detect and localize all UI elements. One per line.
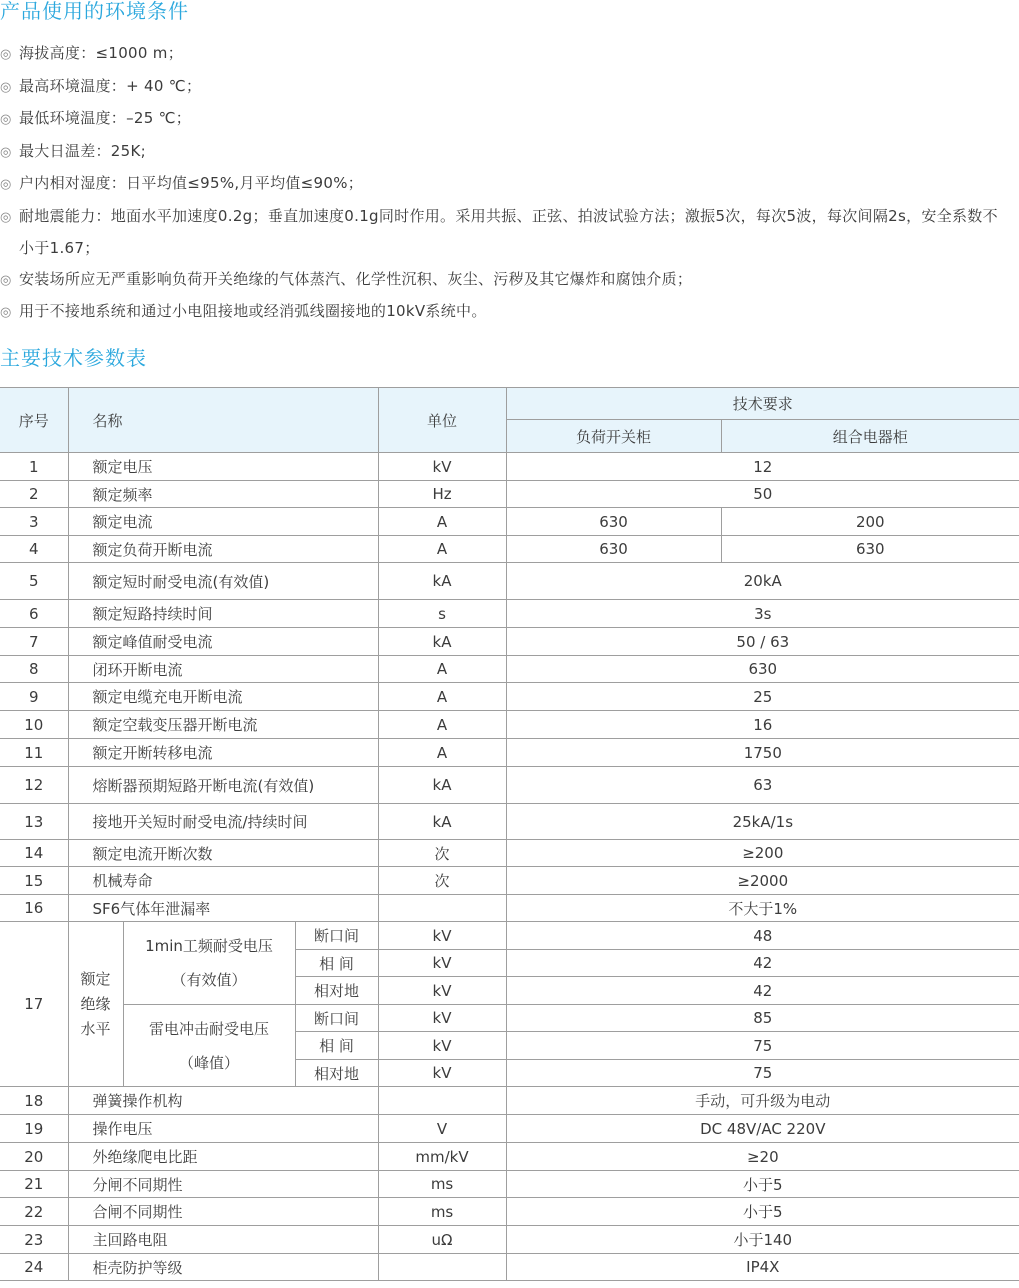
insulation-test-type <box>123 922 295 1005</box>
row-no: 12 <box>0 767 68 804</box>
environment-item-text: 最低环境温度：–25 ℃； <box>19 109 192 127</box>
row-no: 10 <box>0 711 68 739</box>
row-unit: kA <box>378 628 506 656</box>
row-no: 11 <box>0 739 68 767</box>
table-row <box>0 767 1019 804</box>
row-name: 熔断器预期短路开断电流(有效值) <box>68 767 378 804</box>
row-name: 操作电压 <box>68 1115 378 1143</box>
table-row <box>0 1087 1019 1115</box>
row-value-combo: 200 <box>721 508 1019 536</box>
params-body <box>0 453 1019 1281</box>
insulation-test-type <box>123 1005 295 1087</box>
insulation-part: 相 间 <box>295 950 378 977</box>
row-unit: kA <box>378 563 506 600</box>
table-row <box>0 1198 1019 1226</box>
row-unit <box>378 1254 506 1281</box>
row-unit: A <box>378 711 506 739</box>
row-name: 额定短时耐受电流(有效值) <box>68 563 378 600</box>
row-value: 63 <box>506 767 1019 804</box>
header-no: 序号 <box>0 388 68 453</box>
row-value: 630 <box>506 656 1019 683</box>
row-name: 分闸不同期性 <box>68 1171 378 1198</box>
row-name: 额定频率 <box>68 481 378 508</box>
row-unit: A <box>378 536 506 563</box>
row-no: 22 <box>0 1198 68 1226</box>
row-name: 主回路电阻 <box>68 1226 378 1254</box>
row-value: 42 <box>506 950 1019 977</box>
row-unit: A <box>378 739 506 767</box>
row-name: 闭环开断电流 <box>68 656 378 683</box>
environment-item <box>0 103 1012 136</box>
row-value: 85 <box>506 1005 1019 1032</box>
row-value: IP4X <box>506 1254 1019 1281</box>
row-unit: A <box>378 683 506 711</box>
row-value: 50 <box>506 481 1019 508</box>
header-combo: 组合电器柜 <box>721 420 1019 453</box>
bullet-icon: ◎ <box>0 112 12 127</box>
environment-item <box>0 168 1012 201</box>
row-unit <box>378 895 506 922</box>
row-no: 9 <box>0 683 68 711</box>
row-value: 不大于1% <box>506 895 1019 922</box>
row-name: 额定电压 <box>68 453 378 481</box>
bullet-icon: ◎ <box>0 144 12 160</box>
row-value: 3s <box>506 600 1019 628</box>
row-unit: 次 <box>378 867 506 895</box>
params-table <box>0 387 1019 1281</box>
row-no: 18 <box>0 1087 68 1115</box>
test-type-name: 1min工频耐受电压 <box>145 937 273 955</box>
environment-item-text: 安装场所应无严重影响负荷开关绝缘的气体蒸汽、化学性沉积、灰尘、污秽及其它爆炸和腐蚀介质； <box>19 269 693 288</box>
row-name: 额定峰值耐受电流 <box>68 628 378 656</box>
row-name: 柜壳防护等级 <box>68 1254 378 1281</box>
row-no: 3 <box>0 508 68 536</box>
row-value: 50 / 63 <box>506 628 1019 656</box>
row-unit: A <box>378 656 506 683</box>
bullet-icon: ◎ <box>0 209 12 225</box>
row-no: 15 <box>0 867 68 895</box>
table-row <box>0 804 1019 840</box>
row-value: 小于5 <box>506 1171 1019 1198</box>
row-value: ≥2000 <box>506 867 1019 895</box>
row-name: SF6气体年泄漏率 <box>68 895 378 922</box>
row-value: 小于5 <box>506 1198 1019 1226</box>
row-value: 手动，可升级为电动 <box>506 1087 1019 1115</box>
table-row <box>0 683 1019 711</box>
bullet-icon: ◎ <box>0 79 12 95</box>
row-value: 12 <box>506 453 1019 481</box>
environment-item-text: 户内相对湿度：日平均值≤95%,月平均值≤90%； <box>19 174 364 192</box>
row-unit: kV <box>378 453 506 481</box>
insulation-part: 相对地 <box>295 977 378 1005</box>
row-name: 额定空载变压器开断电流 <box>68 711 378 739</box>
row-name: 弹簧操作机构 <box>68 1087 378 1115</box>
row-value: 48 <box>506 922 1019 950</box>
row-name: 额定电流开断次数 <box>68 840 378 867</box>
header-tech: 技术要求 <box>506 388 1019 420</box>
row-value: 75 <box>506 1060 1019 1087</box>
row-name: 额定开断转移电流 <box>68 739 378 767</box>
row-unit: kV <box>378 1005 506 1032</box>
row-value-load-switch: 630 <box>506 536 721 563</box>
row-value: 1750 <box>506 739 1019 767</box>
environment-item-text: 耐地震能力：地面水平加速度0.2g；垂直加速度0.1g同时作用。采用共振、正弦、拍波试验方法；激振5次，每次5波，每次间隔2s，安全系数不小于1.67； <box>19 206 998 257</box>
row-no: 5 <box>0 563 68 600</box>
params-title: 主要技术参数表 <box>0 346 147 370</box>
table-row <box>0 600 1019 628</box>
insulation-group-line: 绝缘 <box>80 994 111 1013</box>
insulation-group-label <box>68 922 123 1087</box>
row-name: 机械寿命 <box>68 867 378 895</box>
row-no: 1 <box>0 453 68 481</box>
table-row <box>0 1254 1019 1281</box>
row-unit: kV <box>378 977 506 1005</box>
row-unit: Hz <box>378 481 506 508</box>
row-unit: mm/kV <box>378 1143 506 1171</box>
table-row <box>0 563 1019 600</box>
row-value-combo: 630 <box>721 536 1019 563</box>
table-row <box>0 1115 1019 1143</box>
header-name: 名称 <box>68 388 378 453</box>
table-row <box>0 1226 1019 1254</box>
row-unit: A <box>378 508 506 536</box>
row-unit: s <box>378 600 506 628</box>
row-no: 8 <box>0 656 68 683</box>
row-no: 19 <box>0 1115 68 1143</box>
row-unit: kV <box>378 922 506 950</box>
test-type-sub: （有效值） <box>171 971 247 989</box>
environment-item-text: 海拔高度：≤1000 m； <box>19 44 184 62</box>
row-no: 14 <box>0 840 68 867</box>
test-type-sub: （峰值） <box>178 1053 239 1072</box>
row-unit: V <box>378 1115 506 1143</box>
row-no: 4 <box>0 536 68 563</box>
row-no: 16 <box>0 895 68 922</box>
table-row <box>0 628 1019 656</box>
environment-item <box>0 71 1012 104</box>
insulation-group-line: 额定 <box>80 969 111 988</box>
row-no: 6 <box>0 600 68 628</box>
environment-title: 产品使用的环境条件 <box>0 0 189 23</box>
row-unit: kV <box>378 1060 506 1087</box>
row-unit: kV <box>378 950 506 977</box>
environment-item <box>0 136 1012 169</box>
row-name: 额定负荷开断电流 <box>68 536 378 563</box>
bullet-icon: ◎ <box>0 272 12 288</box>
environment-item-text: 用于不接地系统和通过小电阻接地或经消弧线圈接地的10kV系统中。 <box>19 302 487 320</box>
row-unit: uΩ <box>378 1226 506 1254</box>
table-row <box>0 656 1019 683</box>
row-unit: kA <box>378 767 506 804</box>
row-value: ≥20 <box>506 1143 1019 1171</box>
row-value: 小于140 <box>506 1226 1019 1254</box>
row-unit <box>378 1087 506 1115</box>
table-row <box>0 453 1019 481</box>
table-row <box>0 867 1019 895</box>
row-unit: kV <box>378 1032 506 1060</box>
row-name: 额定短路持续时间 <box>68 600 378 628</box>
row-unit: kA <box>378 804 506 840</box>
row-name: 接地开关短时耐受电流/持续时间 <box>68 804 378 840</box>
table-row <box>0 922 1019 950</box>
insulation-part: 相对地 <box>295 1060 378 1087</box>
row-unit: 次 <box>378 840 506 867</box>
row-no: 23 <box>0 1226 68 1254</box>
bullet-icon: ◎ <box>0 47 12 62</box>
row-value: 25kA/1s <box>506 804 1019 840</box>
table-row <box>0 536 1019 563</box>
header-unit: 单位 <box>378 388 506 453</box>
table-row <box>0 1143 1019 1171</box>
table-row <box>0 895 1019 922</box>
table-row <box>0 1005 1019 1032</box>
table-row <box>0 840 1019 867</box>
row-name: 外绝缘爬电比距 <box>68 1143 378 1171</box>
row-no: 7 <box>0 628 68 656</box>
environment-item <box>0 38 1012 71</box>
row-unit: ms <box>378 1198 506 1226</box>
insulation-part: 断口间 <box>295 922 378 950</box>
table-row <box>0 1171 1019 1198</box>
row-value: ≥200 <box>506 840 1019 867</box>
environment-list <box>0 38 1012 329</box>
row-no: 17 <box>0 922 68 1087</box>
row-value: 42 <box>506 977 1019 1005</box>
table-row <box>0 739 1019 767</box>
environment-item-text: 最大日温差：25K; <box>19 141 146 160</box>
insulation-group-line: 水平 <box>80 1019 111 1038</box>
row-no: 2 <box>0 481 68 508</box>
row-value: 25 <box>506 683 1019 711</box>
row-value: 16 <box>506 711 1019 739</box>
table-row <box>0 508 1019 536</box>
environment-item <box>0 201 1012 264</box>
environment-item <box>0 296 1012 329</box>
row-value: 75 <box>506 1032 1019 1060</box>
test-type-name: 雷电冲击耐受电压 <box>148 1019 269 1038</box>
row-name: 额定电流 <box>68 508 378 536</box>
table-row <box>0 711 1019 739</box>
row-no: 24 <box>0 1254 68 1281</box>
row-value: DC 48V/AC 220V <box>506 1115 1019 1143</box>
insulation-part: 相 间 <box>295 1032 378 1060</box>
row-name: 额定电缆充电开断电流 <box>68 683 378 711</box>
bullet-icon: ◎ <box>0 177 12 192</box>
row-no: 21 <box>0 1171 68 1198</box>
row-value: 20kA <box>506 563 1019 600</box>
bullet-icon: ◎ <box>0 305 12 320</box>
insulation-part: 断口间 <box>295 1005 378 1032</box>
environment-item-text: 最高环境温度：+ 40 ℃； <box>19 76 202 95</box>
row-value-load-switch: 630 <box>506 508 721 536</box>
table-row <box>0 481 1019 508</box>
row-no: 13 <box>0 804 68 840</box>
header-load-switch: 负荷开关柜 <box>506 420 721 453</box>
row-name: 合闸不同期性 <box>68 1198 378 1226</box>
row-unit: ms <box>378 1171 506 1198</box>
row-no: 20 <box>0 1143 68 1171</box>
environment-item <box>0 264 1012 297</box>
